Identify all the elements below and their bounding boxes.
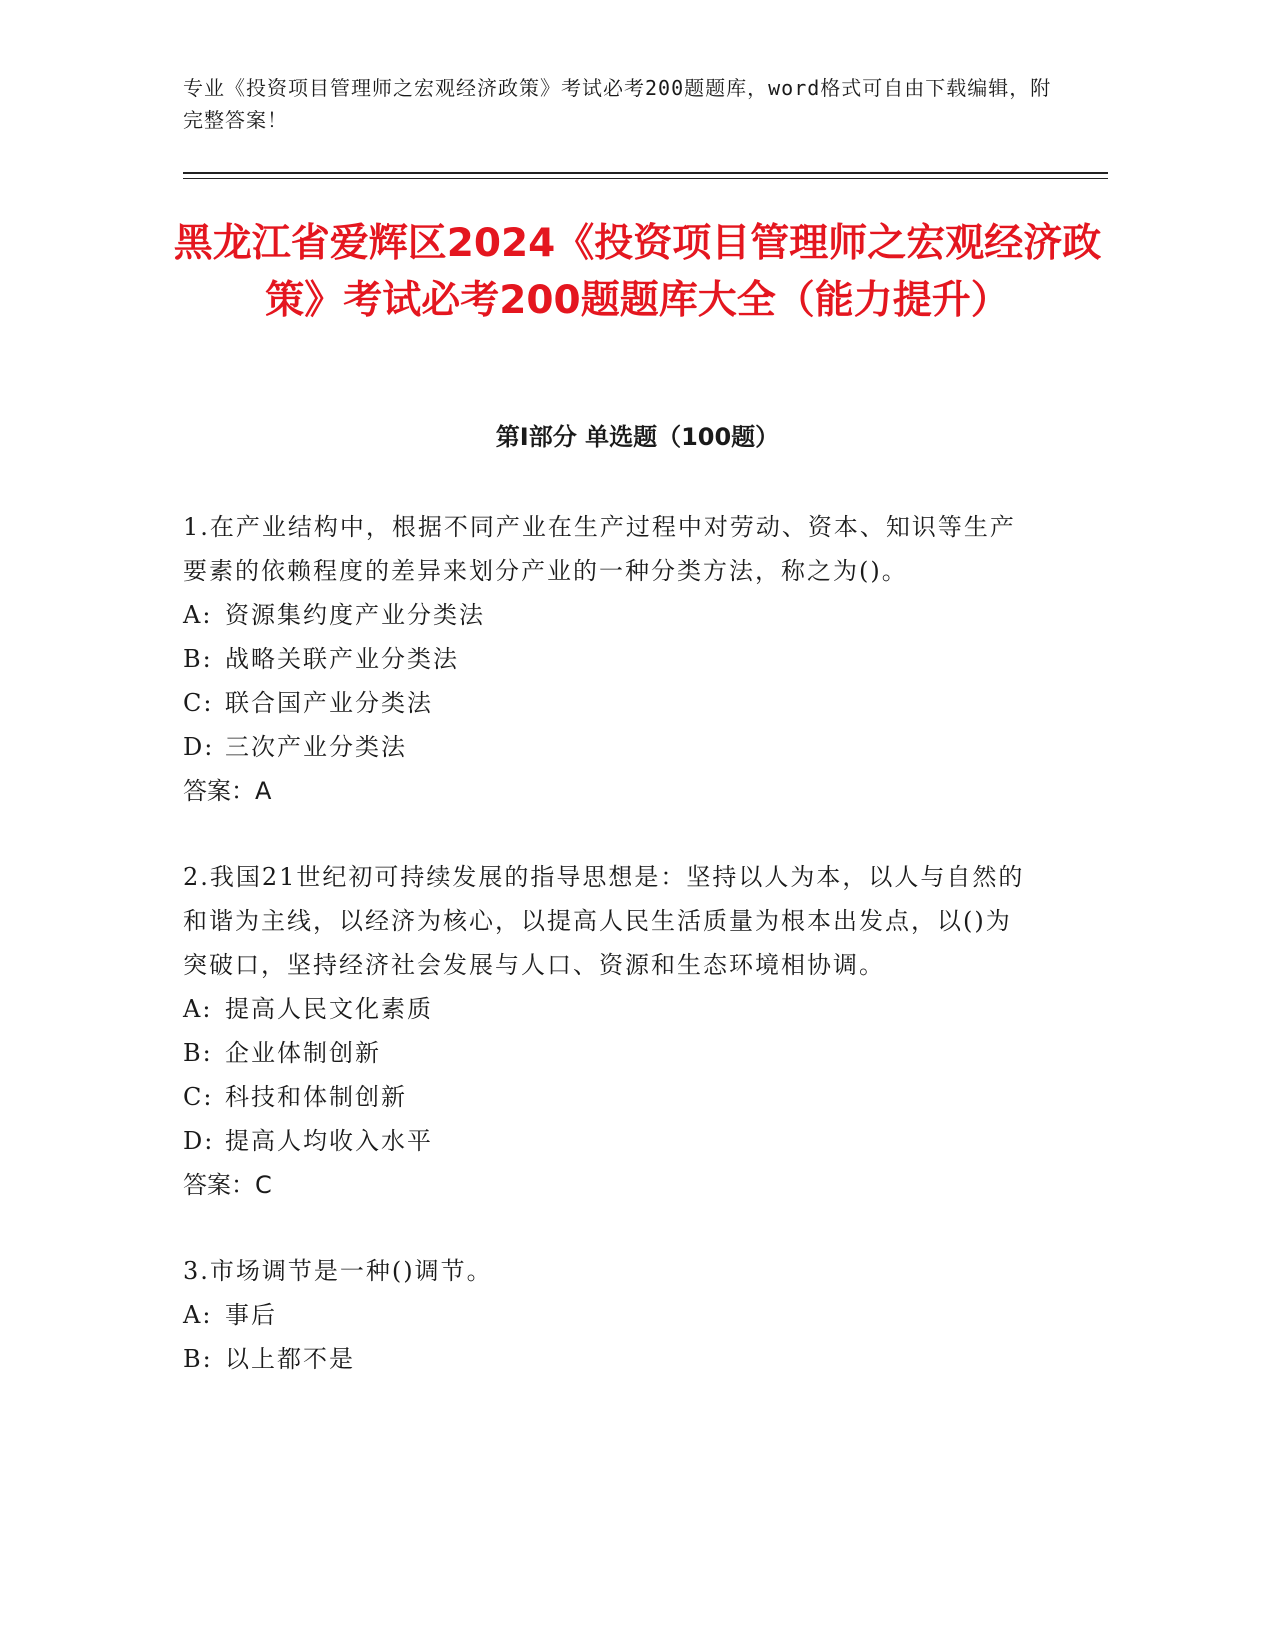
question-list: [183, 505, 1033, 1423]
section-heading: 第Ⅰ部分 单选题（100题）: [495, 423, 780, 451]
option-letter: B:: [183, 1345, 213, 1373]
answer-label: 答案：: [183, 777, 255, 805]
option-letter: B:: [183, 1039, 213, 1067]
header-divider-thin: [183, 178, 1108, 179]
option-d: [183, 1119, 1033, 1163]
header-note: 专业《投资项目管理师之宏观经济政策》考试必考200题题库，word格式可自由下载编辑，附完整答案！: [183, 76, 1052, 132]
question-1: [183, 505, 1033, 813]
option-b: [183, 1337, 1033, 1381]
answer-line: [183, 1163, 1033, 1207]
option-letter: A:: [183, 1301, 213, 1329]
option-text: 事后: [225, 1301, 277, 1329]
option-letter: B:: [183, 645, 213, 673]
question-stem: 1.在产业结构中，根据不同产业在生产过程中对劳动、资本、知识等生产要素的依赖程度的差异来划分产业的一种分类方法，称之为()。: [183, 513, 1016, 585]
question-stem: 2.我国21世纪初可持续发展的指导思想是：坚持以人为本，以人与自然的和谐为主线，以经济为核心，以提高人民生活质量为根本出发点，以()为突破口，坚持经济社会发展与人口、资源和生态环境相协调。: [183, 863, 1025, 979]
option-b: [183, 1031, 1033, 1075]
option-text: 提高人民文化素质: [225, 995, 433, 1023]
option-a: [183, 1293, 1033, 1337]
answer-line: [183, 769, 1033, 813]
option-c: [183, 1075, 1033, 1119]
question-3: [183, 1249, 1033, 1381]
option-text: 企业体制创新: [225, 1039, 381, 1067]
header-divider-thick: [183, 172, 1108, 174]
option-letter: D:: [183, 733, 215, 761]
option-b: [183, 637, 1033, 681]
option-text: 联合国产业分类法: [225, 689, 433, 717]
option-letter: D:: [183, 1127, 215, 1155]
option-text: 资源集约度产业分类法: [225, 601, 485, 629]
answer-value: C: [255, 1171, 272, 1199]
answer-label: 答案：: [183, 1171, 255, 1199]
answer-value: A: [255, 777, 272, 805]
option-text: 以上都不是: [225, 1345, 355, 1373]
option-letter: A:: [183, 601, 213, 629]
option-letter: C:: [183, 1083, 214, 1111]
option-text: 提高人均收入水平: [225, 1127, 433, 1155]
option-letter: C:: [183, 689, 214, 717]
question-2: [183, 855, 1033, 1207]
option-text: 科技和体制创新: [225, 1083, 407, 1111]
option-c: [183, 681, 1033, 725]
option-text: 三次产业分类法: [225, 733, 407, 761]
question-stem: 3.市场调节是一种()调节。: [183, 1257, 493, 1285]
option-a: [183, 593, 1033, 637]
document-title: 黑龙江省爱辉区2024《投资项目管理师之宏观经济政策》考试必考200题题库大全（能力提升）: [173, 221, 1102, 323]
option-text: 战略关联产业分类法: [225, 645, 459, 673]
option-a: [183, 987, 1033, 1031]
option-d: [183, 725, 1033, 769]
option-letter: A:: [183, 995, 213, 1023]
